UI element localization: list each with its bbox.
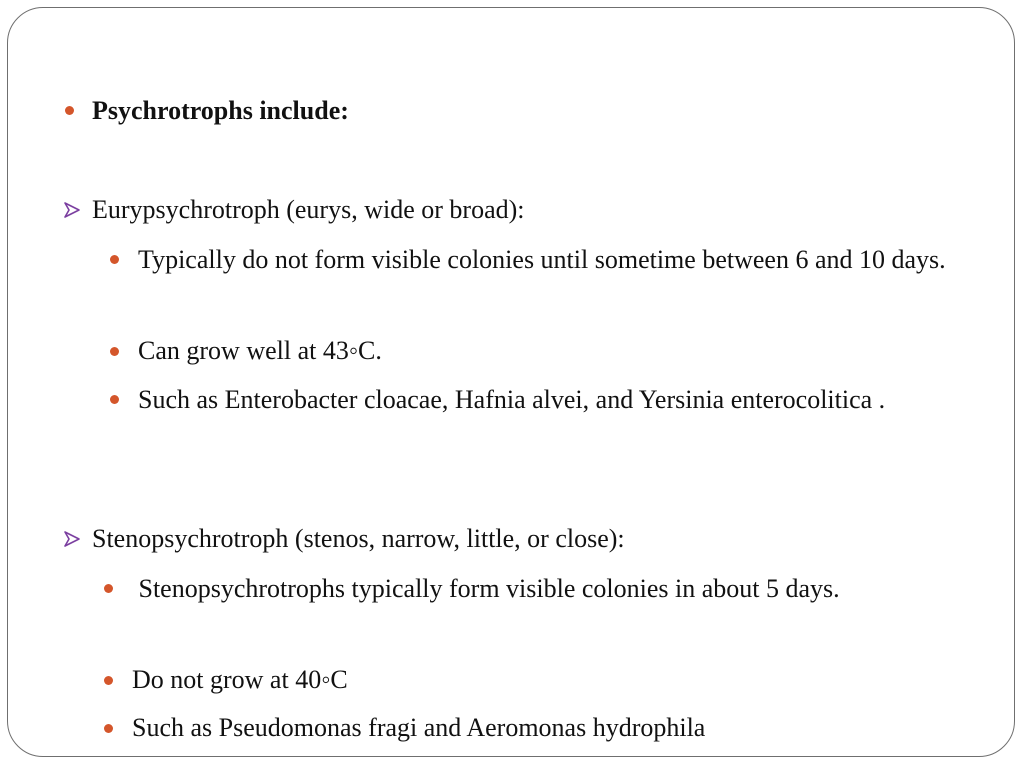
list-item: Do not grow at 40◦C — [132, 665, 348, 694]
round-bullet-icon — [104, 584, 113, 593]
list-item: Stenopsychrotrophs typically form visible colonies in about 5 days. — [132, 574, 840, 603]
list-item: Such as Pseudomonas fragi and Aeromonas hydrophila — [132, 713, 706, 742]
slide-heading: Psychrotrophs include: — [92, 96, 349, 125]
round-bullet-icon — [104, 676, 113, 685]
section-title: Stenopsychrotroph (stenos, narrow, little, or close): — [92, 524, 625, 553]
round-bullet-icon — [110, 255, 119, 264]
list-item: Can grow well at 43◦C. — [138, 336, 382, 365]
arrowhead-bullet-icon — [63, 201, 81, 219]
arrowhead-bullet-icon — [63, 530, 81, 548]
list-item: Typically do not form visible colonies until sometime between 6 and 10 days. — [138, 245, 946, 274]
section-title: Eurypsychrotroph (eurys, wide or broad): — [92, 195, 525, 224]
round-bullet-icon — [65, 106, 74, 115]
round-bullet-icon — [104, 724, 113, 733]
round-bullet-icon — [110, 347, 119, 356]
round-bullet-icon — [110, 395, 119, 404]
list-item: Such as Enterobacter cloacae, Hafnia alvei, and Yersinia enterocolitica . — [138, 385, 886, 414]
